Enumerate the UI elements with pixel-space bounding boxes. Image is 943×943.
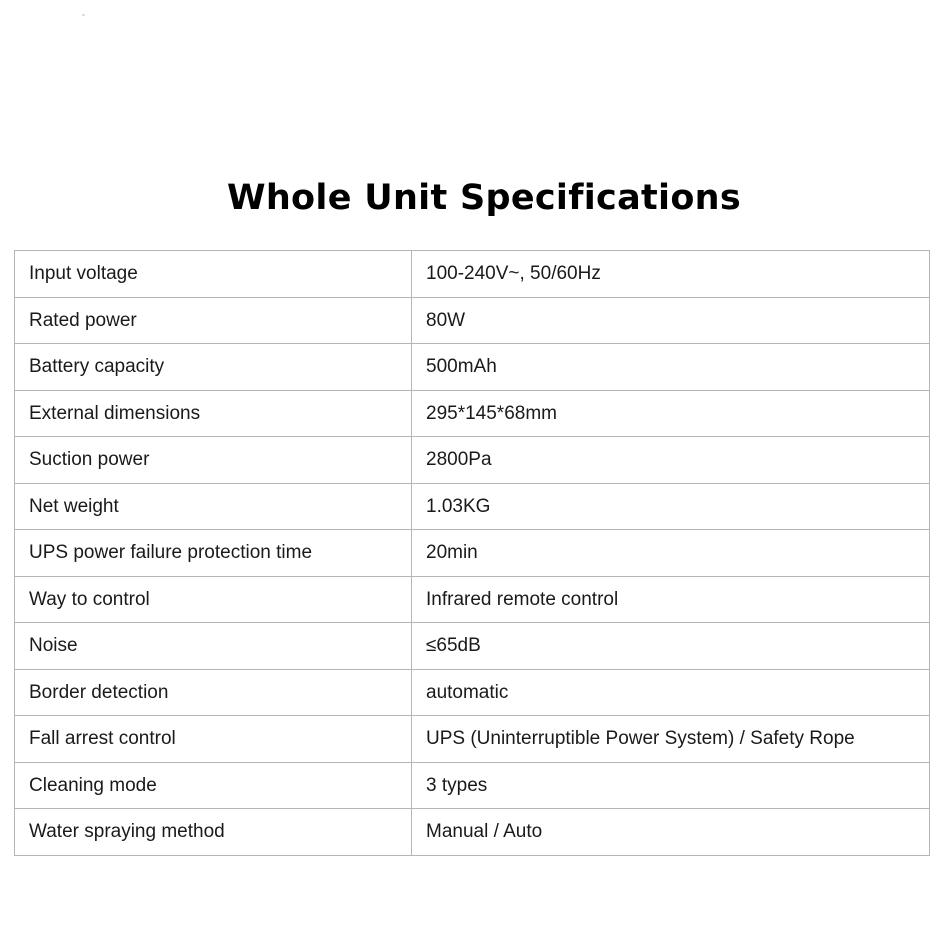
spec-label: Net weight (15, 483, 412, 530)
spec-value: 80W (412, 297, 930, 344)
decorative-speck (82, 14, 85, 16)
table-row (15, 809, 930, 856)
table-row (15, 762, 930, 809)
spec-value: Infrared remote control (412, 576, 930, 623)
spec-label: Suction power (15, 437, 412, 484)
spec-value: ≤65dB (412, 623, 930, 670)
table-row (15, 344, 930, 391)
spec-label: Fall arrest control (15, 716, 412, 763)
spec-value: Manual / Auto (412, 809, 930, 856)
table-row (15, 576, 930, 623)
spec-value: 2800Pa (412, 437, 930, 484)
table-row (15, 297, 930, 344)
spec-label: Cleaning mode (15, 762, 412, 809)
table-row (15, 530, 930, 577)
spec-table (14, 250, 930, 856)
spec-value: 1.03KG (412, 483, 930, 530)
spec-label: Way to control (15, 576, 412, 623)
spec-label: Border detection (15, 669, 412, 716)
table-row (15, 716, 930, 763)
spec-value: 500mAh (412, 344, 930, 391)
spec-label: Rated power (15, 297, 412, 344)
table-row (15, 623, 930, 670)
spec-value: automatic (412, 669, 930, 716)
spec-label: External dimensions (15, 390, 412, 437)
spec-label: Water spraying method (15, 809, 412, 856)
table-row (15, 251, 930, 298)
spec-value: 20min (412, 530, 930, 577)
table-row (15, 669, 930, 716)
table-row (15, 483, 930, 530)
spec-label: Battery capacity (15, 344, 412, 391)
spec-value: 295*145*68mm (412, 390, 930, 437)
table-row (15, 437, 930, 484)
page-title: Whole Unit Specifications (226, 178, 742, 218)
table-row (15, 390, 930, 437)
spec-label: Noise (15, 623, 412, 670)
spec-label: UPS power failure protection time (15, 530, 412, 577)
spec-value: UPS (Uninterruptible Power System) / Safety Rope (412, 716, 930, 763)
spec-value: 100-240V~, 50/60Hz (412, 251, 930, 298)
spec-value: 3 types (412, 762, 930, 809)
spec-label: Input voltage (15, 251, 412, 298)
